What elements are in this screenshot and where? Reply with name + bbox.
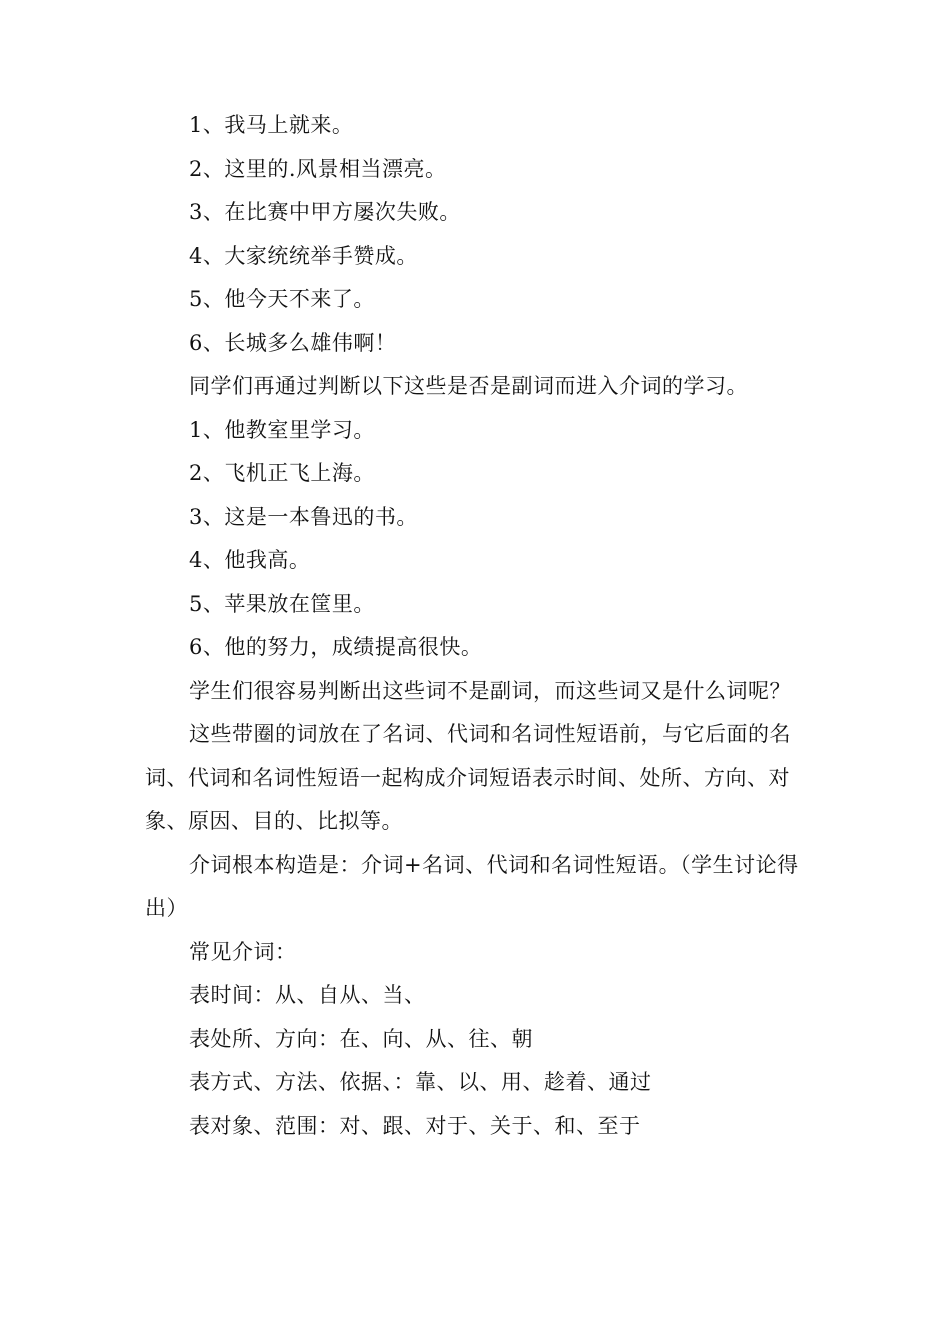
category-item: 表处所、方向：在、向、从、往、朝 bbox=[189, 1026, 533, 1051]
document-body bbox=[145, 104, 805, 1148]
common-prepositions-heading: 常见介词： bbox=[189, 939, 297, 964]
explanation-paragraph: 这些带圈的词放在了名词、代词和名词性短语前，与它后面的名词、代词和名词性短语一起构成介词短语表示时间、处所、方向、对象、原因、目的、比拟等。 bbox=[145, 722, 791, 833]
list-item: 2、这里的.风景相当漂亮。 bbox=[189, 156, 447, 181]
list-item: 5、苹果放在筐里。 bbox=[189, 591, 375, 616]
list-item: 4、大家统统举手赞成。 bbox=[189, 243, 418, 268]
category-item: 表时间：从、自从、当、 bbox=[189, 983, 426, 1007]
list-item: 3、这是一本鲁迅的书。 bbox=[189, 504, 418, 529]
category-item: 表对象、范围：对、跟、对于、关于、和、至于 bbox=[189, 1113, 641, 1138]
preposition-example-list bbox=[145, 409, 805, 670]
adverb-example-list bbox=[145, 104, 805, 365]
structure-paragraph: 介词根本构造是：介词+名词、代词和名词性短语。（学生讨论得出） bbox=[145, 852, 799, 920]
list-item: 1、我马上就来。 bbox=[189, 113, 354, 137]
list-item: 6、他的努力，成绩提高很快。 bbox=[189, 635, 483, 659]
category-item: 表方式、方法、依据、：靠、以、用、趁着、通过 bbox=[189, 1070, 652, 1094]
transition-paragraph: 同学们再通过判断以下这些是否是副词而进入介词的学习。 bbox=[189, 374, 748, 398]
list-item: 3、在比赛中甲方屡次失败。 bbox=[189, 200, 461, 224]
list-item: 4、他我高。 bbox=[189, 548, 311, 572]
question-paragraph: 学生们很容易判断出这些词不是副词，而这些词又是什么词呢？ bbox=[189, 678, 791, 703]
list-item: 6、长城多么雄伟啊！ bbox=[189, 330, 397, 355]
list-item: 1、他教室里学习。 bbox=[189, 417, 375, 442]
list-item: 5、他今天不来了。 bbox=[189, 287, 375, 311]
preposition-category-list bbox=[145, 974, 805, 1148]
list-item: 2、飞机正飞上海。 bbox=[189, 461, 375, 485]
